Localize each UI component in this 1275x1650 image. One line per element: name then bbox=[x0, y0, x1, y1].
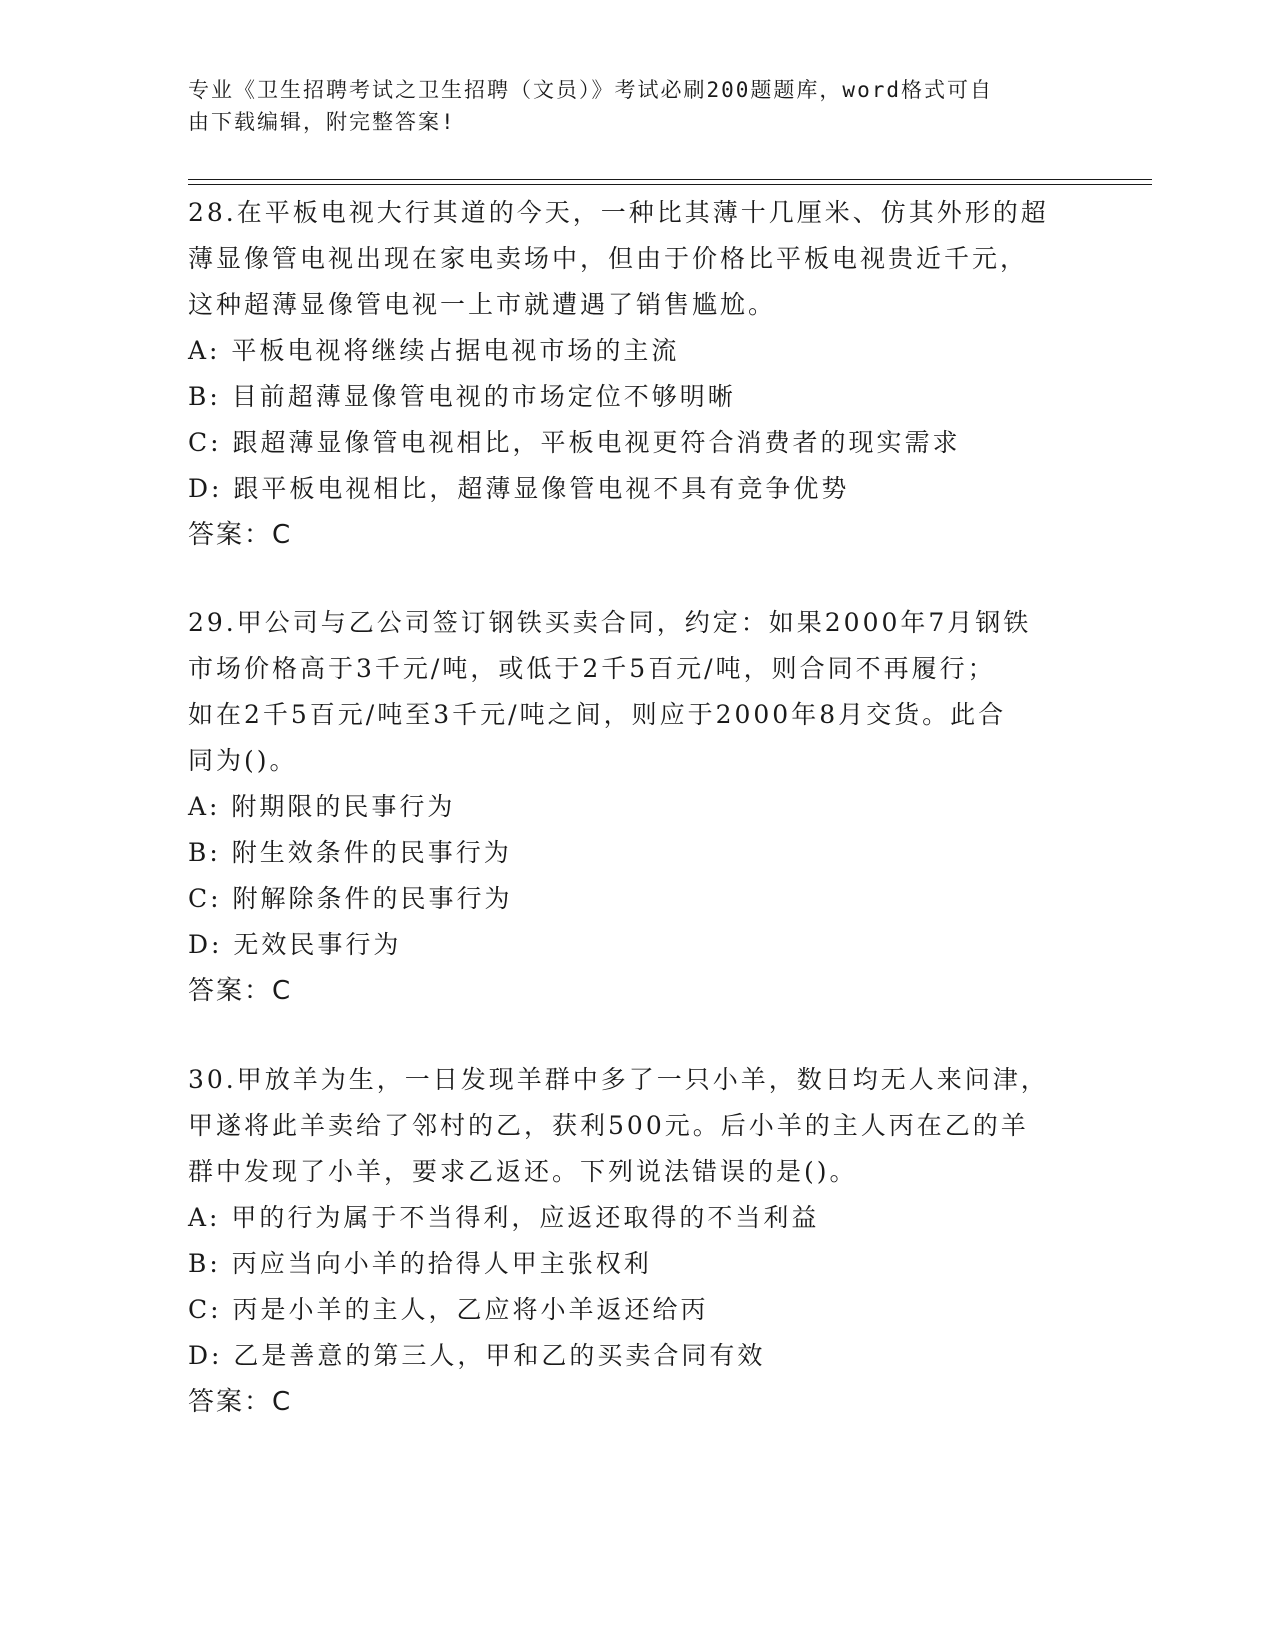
header-divider-top bbox=[188, 179, 1152, 180]
question-stem-line: 28.在平板电视大行其道的今天，一种比其薄十几厘米、仿其外形的超 bbox=[188, 198, 1049, 227]
header-divider-bottom bbox=[188, 184, 1152, 185]
answer: 答案：C bbox=[188, 1387, 293, 1417]
option-c: C: 附解除条件的民事行为 bbox=[188, 884, 513, 913]
option-c: C: 跟超薄显像管电视相比，平板电视更符合消费者的现实需求 bbox=[188, 428, 961, 457]
option-b: B: 附生效条件的民事行为 bbox=[188, 838, 512, 867]
question-stem-line: 同为()。 bbox=[188, 746, 298, 775]
question-stem-line: 甲遂将此羊卖给了邻村的乙，获利500元。后小羊的主人丙在乙的羊 bbox=[188, 1111, 1029, 1140]
option-a: A: 甲的行为属于不当得利，应返还取得的不当利益 bbox=[188, 1203, 820, 1232]
option-d: D: 乙是善意的第三人，甲和乙的买卖合同有效 bbox=[188, 1341, 766, 1370]
question-stem-line: 市场价格高于3千元/吨，或低于2千5百元/吨，则合同不再履行； bbox=[188, 654, 996, 683]
answer: 答案：C bbox=[188, 520, 293, 550]
option-d: D: 跟平板电视相比，超薄显像管电视不具有竞争优势 bbox=[188, 474, 850, 503]
header-title-line-2: 由下载编辑，附完整答案! bbox=[188, 110, 456, 134]
question-29 bbox=[188, 600, 1088, 1014]
question-stem-line: 这种超薄显像管电视一上市就遭遇了销售尴尬。 bbox=[188, 290, 777, 319]
option-b: B: 目前超薄显像管电视的市场定位不够明晰 bbox=[188, 382, 736, 411]
question-30 bbox=[188, 1057, 1088, 1425]
option-b: B: 丙应当向小羊的拾得人甲主张权利 bbox=[188, 1249, 652, 1278]
question-28 bbox=[188, 190, 1088, 558]
question-stem-line: 如在2千5百元/吨至3千元/吨之间，则应于2000年8月交货。此合 bbox=[188, 700, 1007, 729]
question-stem-line: 29.甲公司与乙公司签订钢铁买卖合同，约定：如果2000年7月钢铁 bbox=[188, 608, 1032, 637]
question-stem-line: 30.甲放羊为生，一日发现羊群中多了一只小羊，数日均无人来问津， bbox=[188, 1065, 1049, 1094]
option-d: D: 无效民事行为 bbox=[188, 930, 402, 959]
header-title-line-1: 专业《卫生招聘考试之卫生招聘（文员）》考试必刷200题题库，word格式可自 bbox=[188, 78, 993, 102]
document-header bbox=[188, 74, 1068, 138]
option-a: A: 平板电视将继续占据电视市场的主流 bbox=[188, 336, 680, 365]
question-stem-line: 群中发现了小羊，要求乙返还。下列说法错误的是()。 bbox=[188, 1157, 858, 1186]
option-a: A: 附期限的民事行为 bbox=[188, 792, 456, 821]
answer: 答案：C bbox=[188, 976, 293, 1006]
question-stem-line: 薄显像管电视出现在家电卖场中，但由于价格比平板电视贵近千元， bbox=[188, 244, 1029, 273]
option-c: C: 丙是小羊的主人，乙应将小羊返还给丙 bbox=[188, 1295, 709, 1324]
